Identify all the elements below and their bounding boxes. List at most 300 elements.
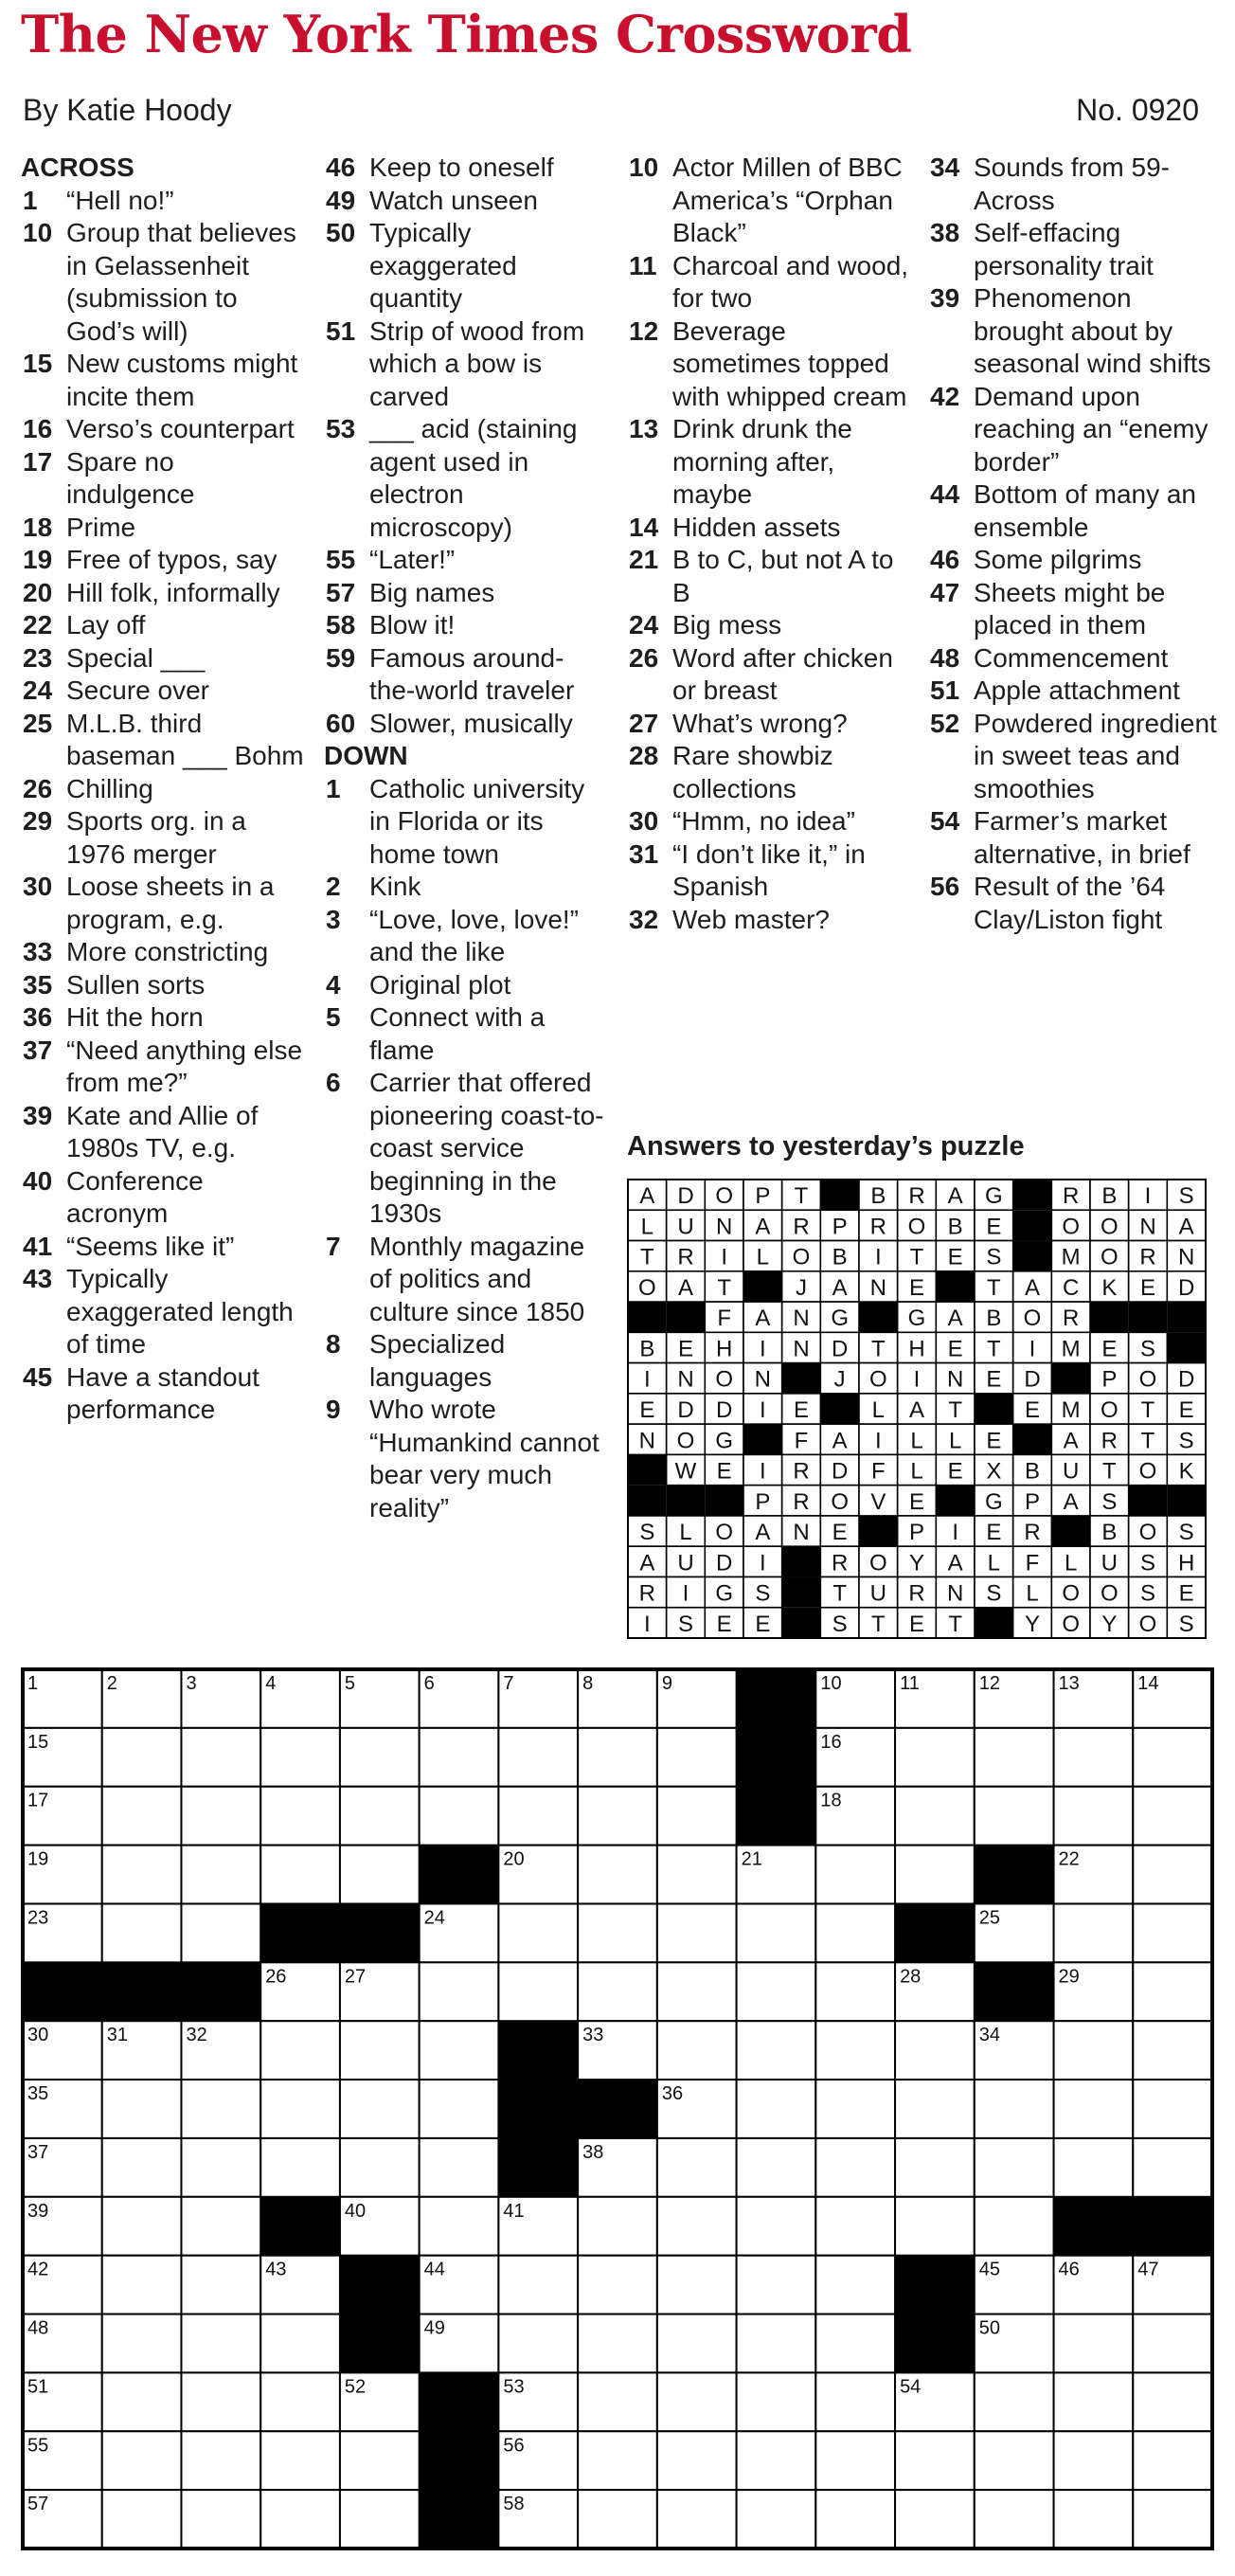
answer-letter: R	[908, 1580, 925, 1607]
answer-letter: I	[1144, 1183, 1152, 1210]
cell-number: 32	[186, 2025, 207, 2046]
black-square	[895, 1903, 975, 1962]
cell-number: 25	[978, 1907, 1001, 1929]
grid-cell[interactable]	[340, 2138, 420, 2197]
answer-letter: O	[715, 1520, 734, 1546]
answer-letter: T	[986, 1336, 1001, 1362]
grid-cell[interactable]	[181, 2315, 260, 2373]
clue-number: 57	[326, 577, 356, 607]
cell-number: 43	[265, 2259, 287, 2280]
grid-cell[interactable]	[1054, 1903, 1134, 1962]
grid-cell[interactable]	[737, 2021, 816, 2080]
clue-text: “Later!”	[369, 545, 456, 574]
grid-cell[interactable]	[975, 1728, 1054, 1787]
grid-cell[interactable]	[895, 1787, 975, 1846]
grid-cell[interactable]	[498, 1903, 578, 1962]
grid-cell[interactable]	[895, 2197, 975, 2256]
grid-cell[interactable]	[181, 2080, 260, 2138]
answer-black-cell	[820, 1394, 859, 1424]
grid-cell[interactable]	[420, 2021, 499, 2080]
clue	[627, 413, 911, 512]
grid-cell[interactable]	[895, 1728, 975, 1787]
clue-text: B to C, but not A to B	[672, 545, 894, 607]
clue-number: 48	[930, 642, 960, 673]
clue	[928, 152, 1217, 217]
answer-letter: A	[677, 1274, 694, 1301]
answer-black-cell	[1013, 1180, 1052, 1210]
grid-cell[interactable]	[340, 1728, 420, 1787]
answer-letter: R	[793, 1458, 810, 1485]
grid-cell[interactable]	[260, 2021, 340, 2080]
clue-number: 39	[930, 283, 960, 313]
grid-cell[interactable]	[498, 2315, 578, 2373]
answer-letter: P	[832, 1214, 848, 1240]
answer-letter: N	[1177, 1244, 1195, 1270]
answer-letter: A	[832, 1428, 848, 1454]
grid-cell[interactable]	[1133, 1846, 1212, 1904]
clue	[21, 1035, 305, 1100]
clue	[21, 969, 305, 1002]
clue-number: 20	[23, 577, 53, 607]
answer-letter: N	[793, 1520, 810, 1546]
grid-cell[interactable]	[1054, 2138, 1134, 2197]
answer-letter: H	[715, 1336, 733, 1362]
grid-cell[interactable]	[1133, 2021, 1212, 2080]
grid-cell[interactable]	[578, 1846, 657, 1904]
grid-cell[interactable]	[815, 2256, 895, 2315]
cell-number: 51	[27, 2376, 49, 2398]
grid-cell[interactable]	[657, 2021, 737, 2080]
grid-cell[interactable]	[975, 2080, 1054, 2138]
grid-cell[interactable]	[102, 2080, 182, 2138]
answer-letter: T	[986, 1274, 1001, 1301]
clue-text: Big mess	[672, 610, 782, 639]
grid-cell[interactable]	[1133, 1903, 1212, 1962]
answer-letter: O	[868, 1550, 887, 1576]
black-square	[420, 2490, 499, 2549]
byline: By Katie Hoody	[23, 93, 232, 127]
answer-letter: Y	[908, 1550, 925, 1576]
grid-cell[interactable]	[815, 2372, 895, 2431]
grid-cell[interactable]	[420, 2138, 499, 2197]
answer-letter: T	[832, 1580, 848, 1607]
clue-number: 43	[23, 1264, 53, 1293]
grid-cell[interactable]	[737, 2372, 816, 2431]
cell-number: 3	[186, 1673, 197, 1694]
clue-text: Group that believes in Gelassenheit (submission to God’s will)	[66, 218, 296, 346]
clue	[928, 675, 1217, 708]
grid-cell[interactable]	[102, 1787, 182, 1846]
answer-letter: R	[1062, 1306, 1080, 1332]
answer-letter: C	[1062, 1274, 1080, 1301]
grid-cell[interactable]	[737, 2490, 816, 2549]
grid-cell[interactable]	[102, 1903, 182, 1962]
answer-letter: O	[792, 1244, 811, 1270]
clue	[21, 1263, 305, 1361]
grid-cell[interactable]	[1133, 2372, 1212, 2431]
grid-cell[interactable]	[340, 2080, 420, 2138]
grid-cell[interactable]	[1133, 1962, 1212, 2021]
grid-cell[interactable]	[657, 2315, 737, 2373]
clue-number: 13	[629, 414, 659, 443]
grid-cell[interactable]	[260, 2490, 340, 2549]
answer-letter: O	[868, 1366, 887, 1393]
grid-cell[interactable]	[260, 2080, 340, 2138]
clue-text: “Hell no!”	[66, 185, 174, 215]
grid-cell[interactable]	[578, 2372, 657, 2431]
answer-letter: R	[869, 1214, 887, 1240]
answer-letter: F	[794, 1428, 809, 1454]
grid-cell[interactable]	[578, 2256, 657, 2315]
grid-cell[interactable]	[657, 1846, 737, 1904]
grid-cell[interactable]	[1054, 2490, 1134, 2549]
grid-cell[interactable]	[181, 2431, 260, 2490]
clue-number: 52	[930, 708, 960, 738]
grid-cell[interactable]	[260, 2138, 340, 2197]
clue-text: Catholic university in Florida or its home town	[369, 773, 585, 869]
grid-cell[interactable]	[657, 2138, 737, 2197]
answer-letter: A	[755, 1214, 771, 1240]
answer-letter: B	[832, 1244, 848, 1270]
grid-cell[interactable]	[1133, 2431, 1212, 2490]
cell-number: 27	[344, 1966, 367, 1988]
answer-letter: N	[1139, 1214, 1156, 1240]
cell-number: 38	[582, 2141, 604, 2163]
grid-cell[interactable]	[737, 2197, 816, 2256]
clue-number: 17	[23, 446, 53, 477]
grid-cell[interactable]	[737, 1962, 816, 2021]
grid-cell[interactable]	[895, 2080, 975, 2138]
cell-number: 34	[978, 2025, 1001, 2046]
grid-cell[interactable]	[657, 2372, 737, 2431]
answer-letter: A	[947, 1306, 963, 1332]
answer-letter: E	[986, 1520, 1002, 1546]
grid-cell[interactable]	[975, 2138, 1054, 2197]
clue	[324, 1328, 608, 1394]
clue	[324, 773, 608, 872]
cell-number: 29	[1058, 1966, 1080, 1988]
black-square	[340, 2315, 420, 2373]
grid-cell[interactable]	[498, 1962, 578, 2021]
answer-letter: F	[717, 1306, 732, 1332]
answer-letter: I	[759, 1397, 766, 1423]
grid-cell[interactable]	[815, 1903, 895, 1962]
grid-cell[interactable]	[340, 2431, 420, 2490]
clue-number: 5	[326, 1002, 341, 1032]
answer-letter: A	[639, 1183, 655, 1210]
answer-letter: R	[1101, 1428, 1119, 1454]
answer-letter: S	[1139, 1336, 1156, 1362]
clue-text: More constricting	[66, 937, 269, 966]
grid-cell[interactable]	[737, 1903, 816, 1962]
clue	[324, 544, 608, 577]
answer-black-cell	[667, 1486, 706, 1516]
answer-letter: A	[1024, 1274, 1041, 1301]
grid-cell[interactable]	[975, 2372, 1054, 2431]
grid-cell[interactable]	[181, 2197, 260, 2256]
grid-cell[interactable]	[815, 2080, 895, 2138]
black-square	[1054, 2197, 1134, 2256]
grid-cell[interactable]	[181, 2256, 260, 2315]
clue	[627, 904, 911, 937]
answer-letter: E	[716, 1611, 732, 1637]
grid-cell[interactable]	[498, 1728, 578, 1787]
grid-cell[interactable]	[102, 2490, 182, 2549]
black-square	[895, 2256, 975, 2315]
cell-number: 54	[900, 2376, 922, 2398]
grid-cell[interactable]	[657, 2256, 737, 2315]
grid-cell[interactable]	[260, 2315, 340, 2373]
cell-number: 57	[27, 2494, 49, 2515]
grid-cell[interactable]	[1133, 2490, 1212, 2549]
black-square	[895, 2315, 975, 2373]
cell-number: 28	[900, 1966, 922, 1988]
clue-number: 34	[930, 153, 960, 182]
grid-cell[interactable]	[1054, 2431, 1134, 2490]
grid-cell[interactable]	[815, 2490, 895, 2549]
answer-letter: D	[1177, 1366, 1195, 1393]
grid-cell[interactable]	[340, 2490, 420, 2549]
clue-number: 11	[629, 250, 657, 280]
answer-letter: I	[874, 1428, 882, 1454]
grid-cell[interactable]	[895, 2431, 975, 2490]
answer-letter: M	[1061, 1244, 1081, 1270]
grid-cell[interactable]	[340, 1787, 420, 1846]
grid-cell[interactable]	[1133, 2315, 1212, 2373]
answer-letter: A	[639, 1550, 655, 1576]
grid-cell[interactable]	[260, 2431, 340, 2490]
grid-cell[interactable]	[420, 2080, 499, 2138]
grid-cell[interactable]	[1133, 1787, 1212, 1846]
grid-cell[interactable]	[657, 1787, 737, 1846]
grid-cell[interactable]	[102, 2315, 182, 2373]
grid-cell[interactable]	[181, 2138, 260, 2197]
grid-cell[interactable]	[815, 2431, 895, 2490]
answer-letter: A	[755, 1306, 771, 1332]
grid-cell[interactable]	[102, 1846, 182, 1904]
grid-cell[interactable]	[578, 1962, 657, 2021]
grid-cell[interactable]	[578, 2315, 657, 2373]
clue-text: What’s wrong?	[672, 708, 848, 738]
grid-cell[interactable]	[737, 2080, 816, 2138]
grid-cell[interactable]	[1133, 2080, 1212, 2138]
answer-letter: O	[907, 1214, 926, 1240]
answer-letter: I	[721, 1244, 728, 1270]
clue	[627, 544, 911, 609]
grid-cell[interactable]	[657, 1903, 737, 1962]
grid-cell[interactable]	[657, 2490, 737, 2549]
black-square	[340, 2256, 420, 2315]
answer-black-cell	[628, 1486, 667, 1516]
answer-letter: O	[1062, 1214, 1081, 1240]
grid-cell[interactable]	[1133, 2138, 1212, 2197]
grid-cell[interactable]	[420, 1787, 499, 1846]
clue-number: 30	[23, 872, 53, 901]
grid-cell[interactable]	[895, 1846, 975, 1904]
grid-cell[interactable]	[1054, 1787, 1134, 1846]
grid-cell[interactable]	[975, 2490, 1054, 2549]
grid-cell[interactable]	[102, 2197, 182, 2256]
answers-grid	[627, 1179, 1207, 1639]
cell-number: 33	[582, 2025, 604, 2046]
answer-letter: E	[716, 1458, 732, 1485]
grid-cell[interactable]	[260, 1846, 340, 1904]
clue	[928, 805, 1217, 871]
clue-text: Sounds from 59-Across	[974, 153, 1170, 215]
clue-number: 49	[326, 185, 356, 215]
grid-cell[interactable]	[1054, 2372, 1134, 2431]
clue-text: “Seems like it”	[66, 1231, 235, 1261]
cell-number: 20	[503, 1848, 525, 1870]
grid-cell[interactable]	[578, 1903, 657, 1962]
grid-cell[interactable]	[657, 2431, 737, 2490]
answer-letter: L	[1064, 1550, 1078, 1576]
cell-number: 58	[503, 2494, 525, 2515]
grid-cell[interactable]	[102, 2138, 182, 2197]
grid-cell[interactable]	[181, 2490, 260, 2549]
grid-cell[interactable]	[578, 1728, 657, 1787]
answer-letter: N	[869, 1274, 887, 1301]
answer-letter: P	[755, 1183, 771, 1210]
answer-letter: O	[715, 1183, 734, 1210]
grid-cell[interactable]	[181, 2372, 260, 2431]
clue-number: 21	[629, 545, 659, 574]
grid-cell[interactable]	[102, 2256, 182, 2315]
grid-cell[interactable]	[181, 1903, 260, 1962]
black-square	[181, 1962, 260, 2021]
grid-cell[interactable]	[975, 1787, 1054, 1846]
clue-text: Have a standout performance	[66, 1361, 260, 1424]
grid-cell[interactable]	[181, 1787, 260, 1846]
grid-cell[interactable]	[340, 1846, 420, 1904]
clue	[324, 217, 608, 315]
answer-letter: G	[984, 1488, 1003, 1515]
grid-cell[interactable]	[815, 2315, 895, 2373]
grid-cell[interactable]	[102, 2372, 182, 2431]
grid-cell[interactable]	[102, 2431, 182, 2490]
answer-letter: R	[831, 1550, 849, 1576]
grid-cell[interactable]	[260, 2372, 340, 2431]
clue-number: 47	[930, 577, 960, 607]
grid-cell[interactable]	[737, 2431, 816, 2490]
answer-letter: P	[755, 1488, 771, 1515]
clue-number: 23	[23, 642, 53, 673]
grid-cell[interactable]	[260, 1728, 340, 1787]
answer-letter: O	[1138, 1458, 1157, 1485]
clue-number: 45	[23, 1361, 53, 1392]
answer-letter: O	[1062, 1611, 1081, 1637]
answer-letter: J	[796, 1274, 807, 1301]
clue-text: Specialized languages	[369, 1329, 506, 1392]
grid-cell[interactable]	[975, 2197, 1054, 2256]
answer-black-cell	[975, 1394, 1013, 1424]
answer-letter: L	[1026, 1580, 1039, 1607]
grid-cell[interactable]	[657, 1728, 737, 1787]
grid-cell[interactable]	[815, 1962, 895, 2021]
answer-letter: O	[1062, 1580, 1081, 1607]
clue	[21, 642, 305, 676]
grid-cell[interactable]	[1054, 2080, 1134, 2138]
black-square	[578, 2080, 657, 2138]
grid-cell[interactable]	[1054, 2021, 1134, 2080]
answer-black-cell	[782, 1546, 821, 1576]
answer-letter: S	[677, 1611, 694, 1637]
grid-cell[interactable]	[181, 1728, 260, 1787]
grid-cell[interactable]	[102, 1728, 182, 1787]
clue-text: Blow it!	[369, 610, 456, 639]
answer-letter: A	[947, 1550, 963, 1576]
clue-number: 36	[23, 1002, 53, 1032]
answer-letter: E	[908, 1611, 925, 1637]
grid-cell[interactable]	[578, 2197, 657, 2256]
answer-letter: S	[1178, 1520, 1194, 1546]
grid-cell[interactable]	[1133, 1728, 1212, 1787]
crossword-grid[interactable]	[21, 1667, 1214, 2550]
cell-number: 11	[900, 1673, 920, 1694]
clue	[627, 740, 911, 805]
grid-cell[interactable]	[657, 1962, 737, 2021]
clue	[21, 413, 305, 446]
grid-cell[interactable]	[815, 1846, 895, 1904]
grid-cell[interactable]	[737, 2315, 816, 2373]
grid-cell[interactable]	[737, 2138, 816, 2197]
clue-number: 40	[23, 1165, 53, 1196]
cell-number: 15	[27, 1731, 49, 1753]
clue	[324, 969, 608, 1002]
grid-cell[interactable]	[895, 2021, 975, 2080]
clue-number: 14	[629, 512, 659, 542]
down-header: DOWN	[324, 741, 408, 770]
answer-letter: U	[1101, 1550, 1119, 1576]
grid-cell[interactable]	[815, 2138, 895, 2197]
clue-text: Who wrote “Humankind cannot bear very much reality”	[369, 1395, 600, 1522]
clue-number: 38	[930, 218, 960, 247]
clue-number: 12	[629, 315, 659, 346]
grid-cell[interactable]	[895, 2138, 975, 2197]
clue	[627, 609, 911, 642]
clue-number: 51	[326, 315, 356, 346]
clue-number: 55	[326, 545, 356, 574]
grid-cell[interactable]	[815, 2021, 895, 2080]
grid-cell[interactable]	[895, 2490, 975, 2549]
grid-cell[interactable]	[657, 2197, 737, 2256]
grid-cell[interactable]	[1054, 1728, 1134, 1787]
answer-letter: K	[1178, 1458, 1194, 1485]
grid-cell[interactable]	[975, 2431, 1054, 2490]
grid-cell[interactable]	[181, 1846, 260, 1904]
grid-cell[interactable]	[420, 2197, 499, 2256]
clue-text: Typically exaggerated length of time	[66, 1264, 294, 1359]
clue	[928, 544, 1217, 577]
grid-cell[interactable]	[1054, 2315, 1134, 2373]
grid-cell[interactable]	[420, 1728, 499, 1787]
grid-cell[interactable]	[578, 1787, 657, 1846]
answer-black-cell	[859, 1302, 898, 1332]
grid-cell[interactable]	[260, 1787, 340, 1846]
grid-cell[interactable]	[815, 2197, 895, 2256]
answer-letter: B	[639, 1336, 655, 1362]
grid-cell[interactable]	[578, 2431, 657, 2490]
grid-cell[interactable]	[737, 2256, 816, 2315]
clue-number: 30	[629, 806, 659, 836]
answer-letter: I	[643, 1366, 651, 1393]
grid-cell[interactable]	[340, 2021, 420, 2080]
grid-cell[interactable]	[498, 1787, 578, 1846]
answer-letter: S	[832, 1611, 848, 1637]
grid-cell[interactable]	[498, 2256, 578, 2315]
grid-cell[interactable]	[578, 2490, 657, 2549]
grid-cell[interactable]	[420, 1962, 499, 2021]
